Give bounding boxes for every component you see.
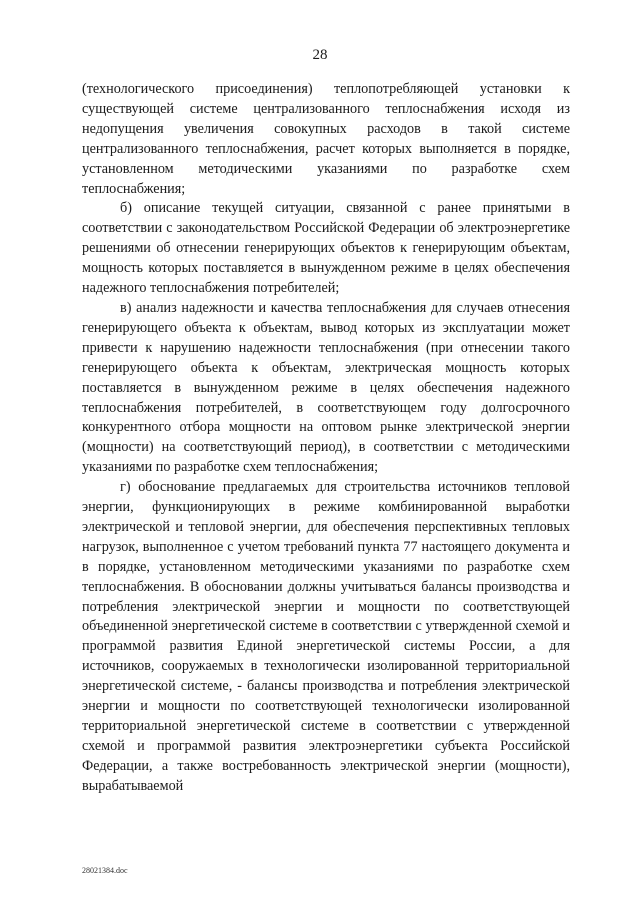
paragraph-item-b: б) описание текущей ситуации, связанной с ранее принятыми в соответствии с законодательством Российской Федерации об электроэнергетике решениями об отнесении генерирующих объектов к генерирующим объектам, мощность которых поставляется в вынужденном режиме в целях обеспечения надежного теплоснабжения потребителей;	[82, 200, 570, 297]
paragraph-item-g: г) обоснование предлагаемых для строительства источников тепловой энергии, функционирующих в режиме комбинированной выработки электрической и тепловой энергии, для обеспечения перспективных тепловых нагрузок, выполненное с учетом требований пункта 77 настоящего документа и в порядке, установленном методическими указаниями по разработке схем теплоснабжения. В обосновании должны учитываться балансы производства и потребления электрической энергии и мощности по соответствующей объединенной энергетической системе в соответствии с утвержденной схемой и программой развития Единой энергетической системы России, а для источников, сооружаемых в технологически изолированной территориальной энергетической системе, - балансы производства и потребления электрической энергии и мощности по соответствующей технологически изолированной территориальной энергетической системе в соответствии с утвержденной схемой и программой развития электроэнергетики субъекта Российской Федерации, а также востребованность электрической энергии (мощности), вырабатываемой	[82, 479, 570, 794]
page-number: 28	[312, 47, 328, 63]
paragraph-item-v: в) анализ надежности и качества теплоснабжения для случаев отнесения генерирующего объекта к объектам, вывод которых из эксплуатации может привести к нарушению надежности теплоснабжения (при отнесении такого генерирующего объекта к объектам, электрическая мощность которых поставляется в вынужденном режиме в целях обеспечения надежного теплоснабжения потребителей, в соответствующем году долгосрочного конкурентного отбора мощности на оптовом рынке электрической энергии (мощности) на соответствующий период), в соответствии с методическими указаниями по разработке схем теплоснабжения;	[82, 299, 570, 476]
document-body	[82, 80, 570, 797]
paragraph-continuation: (технологического присоединения) теплопотребляющей установки к существующей системе централизованного теплоснабжения исходя из недопущения увеличения совокупных расходов в такой системе централизованного теплоснабжения, расчет которых выполняется в порядке, установленном методическими указаниями по разработке схем теплоснабжения;	[82, 81, 570, 197]
footer-filename: 28021384.doc	[82, 866, 128, 875]
